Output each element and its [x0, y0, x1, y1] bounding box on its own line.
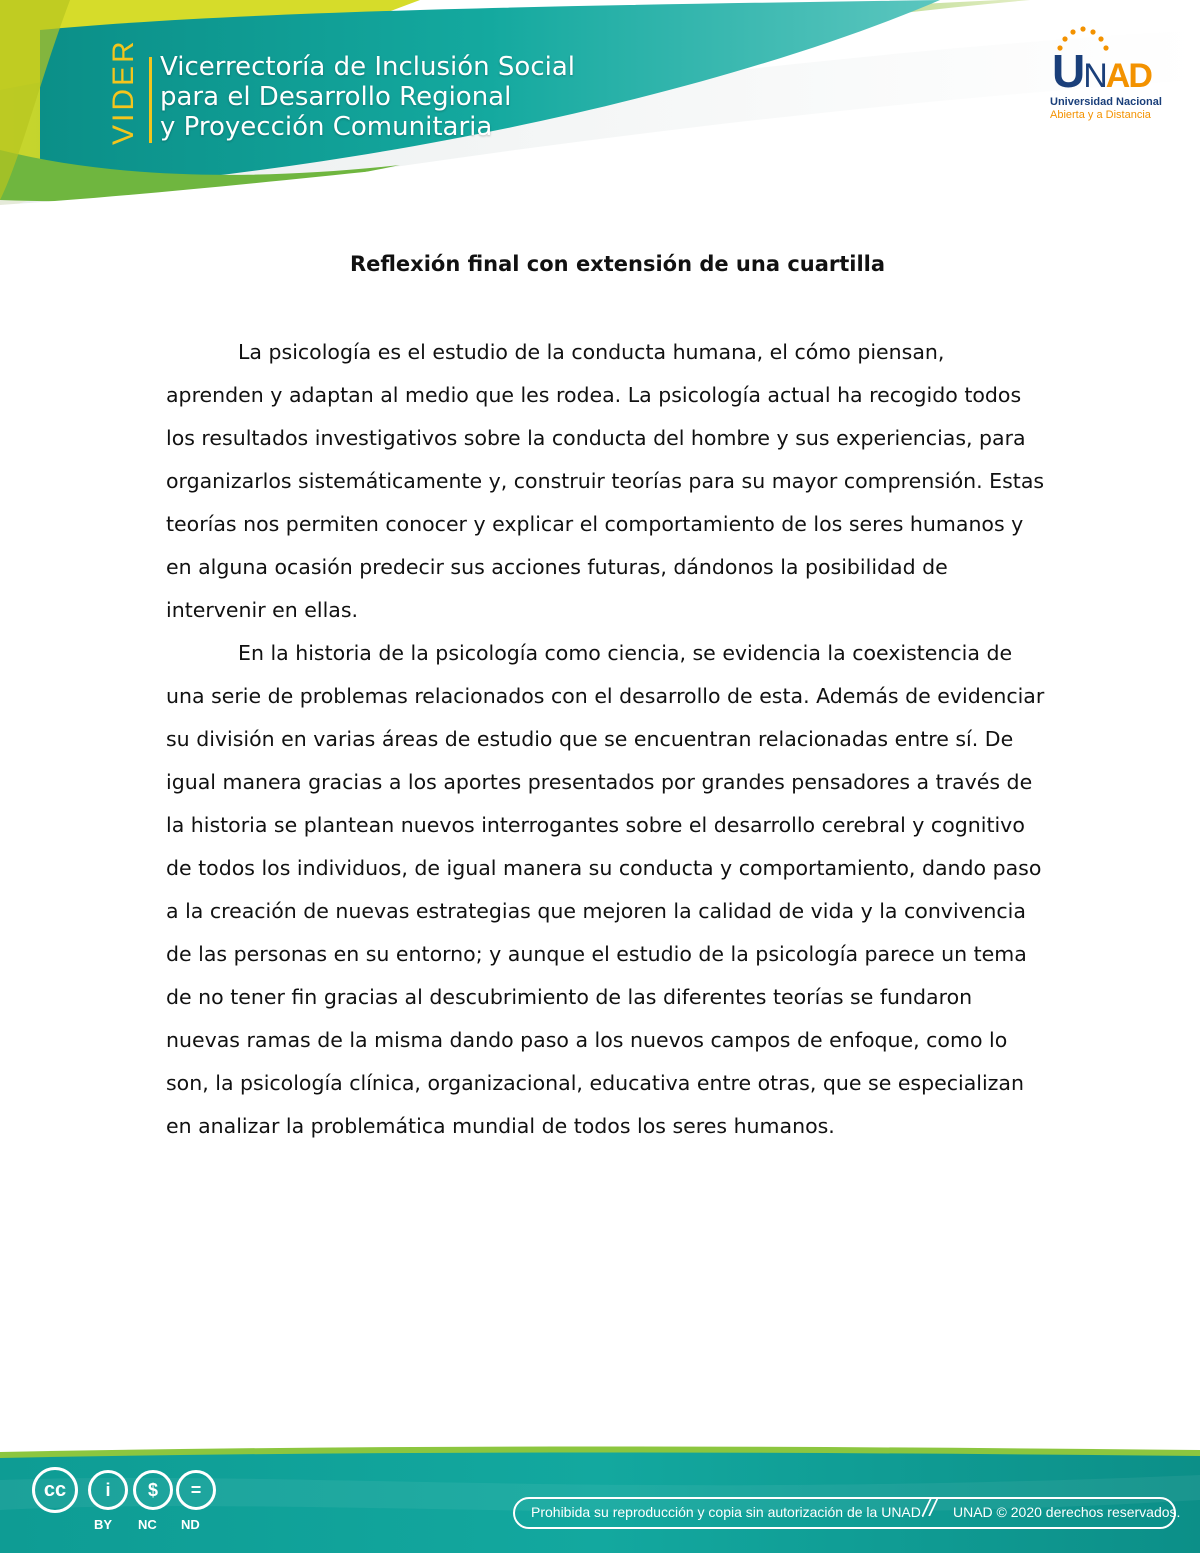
- document-title: Reflexión final con extensión de una cuartilla: [349, 252, 886, 276]
- vider-vertical-label: VIDER: [107, 38, 140, 145]
- nc-noncommercial-icon: $: [133, 1470, 173, 1510]
- page-header: [0, 0, 1200, 240]
- cc-label-nd: ND: [181, 1517, 200, 1532]
- by-attribution-icon: i: [88, 1470, 128, 1510]
- creative-commons-license: [32, 1469, 222, 1543]
- copyright-notice: [513, 1495, 1181, 1529]
- cc-label-nc: NC: [138, 1517, 157, 1532]
- cc-label-by: BY: [94, 1517, 113, 1532]
- document-body: [166, 331, 1046, 1148]
- header-title: [160, 52, 575, 142]
- unad-logo-line2: Abierta y a Distancia: [1050, 109, 1151, 121]
- rights-notice: UNAD © 2020 derechos reservados.: [953, 1504, 1181, 1520]
- unad-logo-line1: Universidad Nacional: [1050, 96, 1162, 108]
- reproduction-notice: Prohibida su reproducción y copia sin autorización de la UNAD.: [531, 1504, 925, 1520]
- header-title-line: Vicerrectoría de Inclusión Social: [160, 52, 575, 82]
- unad-logo-wordmark: UNAD: [1052, 45, 1151, 97]
- body-paragraph: La psicología es el estudio de la conducta humana, el cómo piensan, aprenden y adaptan al medio que les rodea. La psicología actual ha recogido todos los resultados investigativos sobre la conducta del hombre y sus experiencias, para organizarlos sistemáticamente y, construir teorías para su mayor comprensión. Estas teorías nos permiten conocer y explicar el comportamiento de los seres humanos y en alguna ocasión predecir sus acciones futuras, dándonos la posibilidad de intervenir en ellas.: [166, 340, 1045, 622]
- body-paragraph: En la historia de la psicología como ciencia, se evidencia la coexistencia de una serie de problemas relacionados con el desarrollo de esta. Además de evidenciar su división en varias áreas de estudio que se encuentran relacionadas entre sí. De igual manera gracias a los aportes presentados por grandes pensadores a través de la historia se plantean nuevos interrogantes sobre el desarrollo cerebral y cognitivo de todos los individuos, de igual manera su conducta y comportamiento, dando paso a la creación de nuevas estrategias que mejoren la calidad de vida y la convivencia de las personas en su entorno; y aunque el estudio de la psicología parece un tema de no tener fin gracias al descubrimiento de las diferentes teorías se fundaron nuevas ramas de la misma dando paso a los nuevos campos de enfoque, como lo son, la psicología clínica, organizacional, educativa entre otras, que se especializan en analizar la problemática mundial de todos los seres humanos.: [166, 641, 1045, 1138]
- cc-icon: cc: [32, 1467, 78, 1513]
- page-footer: [0, 1440, 1200, 1553]
- notice-separator: //: [923, 1495, 937, 1522]
- header-title-line: para el Desarrollo Regional: [160, 82, 512, 112]
- header-title-line: y Proyección Comunitaria: [160, 112, 493, 142]
- nd-noderivatives-icon: =: [176, 1470, 216, 1510]
- vider-divider: [149, 57, 152, 143]
- unad-logo: [1046, 22, 1176, 122]
